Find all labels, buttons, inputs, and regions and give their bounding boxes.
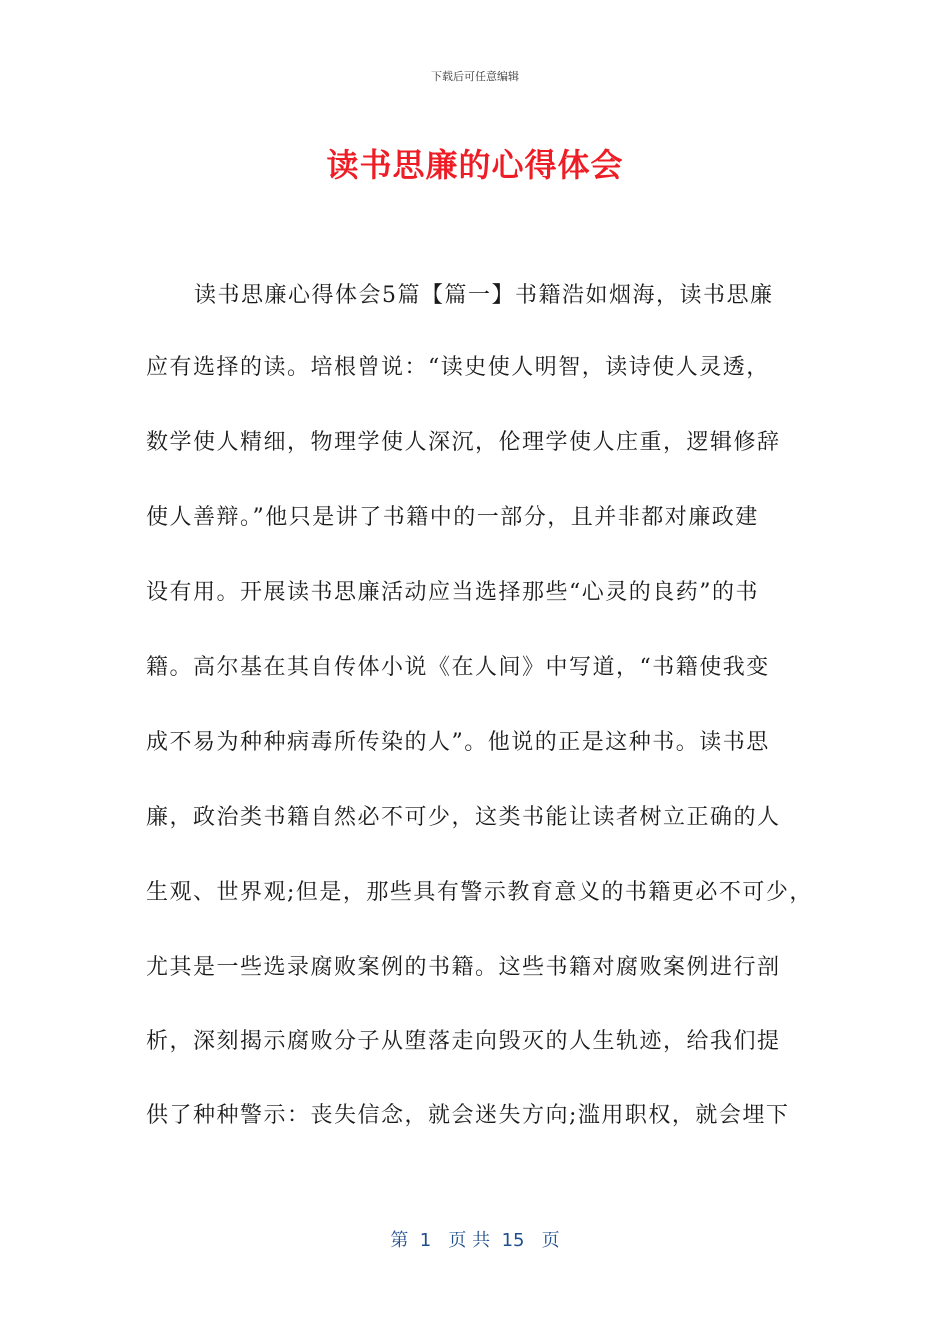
body-line: 读书思廉心得体会5篇【篇一】书籍浩如烟海，读书思廉 [194, 283, 774, 308]
header-note: 下载后可任意编辑 [431, 70, 519, 83]
document-title: 读书思廉的心得体会 [326, 146, 624, 184]
body-line: 成不易为种种病毒所传染的人”。他说的正是这种书。读书思 [146, 730, 770, 755]
page-footer: 第 1 页 共 15 页 [390, 1230, 560, 1251]
body-line: 应有选择的读。培根曾说：“读史使人明智，读诗使人灵透， [146, 355, 770, 380]
body-line: 供了种种警示：丧失信念，就会迷失方向;滥用职权，就会埋下 [146, 1103, 790, 1128]
body-line: 析，深刻揭示腐败分子从堕落走向毁灭的人生轨迹，给我们提 [146, 1029, 781, 1054]
body-line: 尤其是一些选录腐败案例的书籍。这些书籍对腐败案例进行剖 [146, 955, 781, 980]
body-line: 使人善辩。”他只是讲了书籍中的一部分，且并非都对廉政建 [146, 505, 759, 530]
body-line: 生观、世界观;但是，那些具有警示教育意义的书籍更必不可少， [146, 880, 813, 905]
body-line: 廉，政治类书籍自然必不可少，这类书能让读者树立正确的人 [146, 805, 781, 830]
body-line: 数学使人精细，物理学使人深沉，伦理学使人庄重，逻辑修辞 [146, 430, 781, 455]
body-line: 设有用。开展读书思廉活动应当选择那些“心灵的良药”的书 [146, 580, 759, 605]
body-line: 籍。高尔基在其自传体小说《在人间》中写道，“书籍使我变 [146, 655, 770, 680]
